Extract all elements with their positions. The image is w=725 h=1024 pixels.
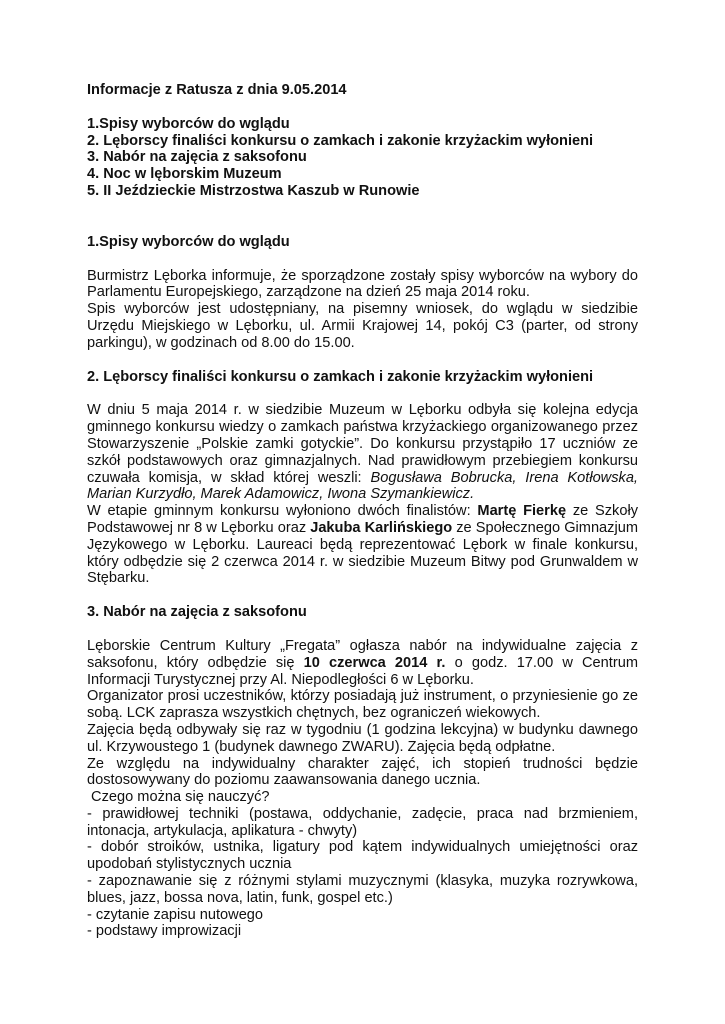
toc-item: 5. II Jeździeckie Mistrzostwa Kaszub w Runowie (87, 182, 420, 199)
section-2-text: ze Społecznego Gimnazjum Językowego w Lęborku. Laureaci będą reprezentować Lębork w finale konkursu, który odbędzie się 2 czerwca 2014 r. w siedzibie Muzeum Bitwy pod Grunwaldem w Stębarku. (87, 519, 638, 587)
toc-item: 2. Lęborscy finaliści konkursu o zamkach i zakonie krzyżackim wyłonieni (87, 132, 594, 149)
section-2-text: W dniu 5 maja 2014 r. w siedzibie Muzeum w Lęborku odbyła się kolejna edycja gminnego konkursu wiedzy o zamkach państwa krzyżackiego organizowanego przez Stowarzyszenie „Polskie zamki gotyckie”. Do konkursu przystąpiło 17 uczniów ze szkół podstawowych oraz gimnazjalnych. Nad prawidłowym przebiegiem konkursu czuwała komisja, w skład której weszli: (87, 402, 638, 486)
finalist-name: Martę Fierkę (477, 503, 567, 520)
section-2-text: W etapie gminnym konkursu wyłoniono dwóch finalistów: (87, 503, 478, 520)
section-3-paragraph: Zajęcia będą odbywały się raz w tygodniu (1 godzina lekcyjna) w budynku dawnego ul. Krzywoustego 1 (budynek dawnego ZWARU). Zajęcia będą odpłatne. (87, 721, 638, 755)
section-1-heading: 1.Spisy wyborców do wglądu (87, 233, 290, 250)
toc-item: 4. Noc w lęborskim Muzeum (87, 166, 282, 183)
section-3-paragraph: Ze względu na indywidualny charakter zajęć, ich stopień trudności będzie dostosowywany do poziomu zaawansowania danego ucznia. (87, 755, 638, 789)
table-of-contents (87, 116, 638, 200)
section-2-paragraph (87, 503, 638, 587)
list-item: - prawidłowej techniki (postawa, oddychanie, zadęcie, praca nad brzmieniem, intonacja, artykulacja, aplikatura - chwyty) (87, 805, 638, 839)
section-3-paragraph (87, 638, 638, 688)
section-1-paragraph: Spis wyborców jest udostępniany, na pisemny wniosek, do wglądu w siedzibie Urzędu Miejskiego w Lęborku, ul. Armii Krajowej 14, pokój C3 (parter, od strony parkingu), w godzinach od 8.00 do 15.00. (87, 301, 638, 351)
section-3-text: Lęborskie Centrum Kultury „Fregata” ogłasza nabór na indywidualne zajęcia z saksofonu, który odbędzie się (87, 637, 638, 671)
section-2-text: ze Szkoły Podstawowej nr 8 w Lęborku oraz (87, 503, 638, 536)
list-item: - zapoznawanie się z różnymi stylami muzycznymi (klasyka, muzyka rozrywkowa, blues, jazz, bossa nova, latin, funk, gospel etc.) (87, 873, 638, 906)
toc-item: 3. Nabór na zajęcia z saksofonu (87, 149, 307, 166)
list-item: - podstawy improwizacji (87, 923, 242, 940)
section-1-paragraph: Burmistrz Lęborka informuje, że sporządzone zostały spisy wyborców na wybory do Parlamentu Europejskiego, zarządzone na dzień 25 maja 2014 roku. (87, 267, 638, 301)
event-date: 10 czerwca 2014 r. (303, 654, 446, 671)
section-3-question: Czego można się nauczyć? (87, 789, 270, 806)
document-title: Informacje z Ratusza z dnia 9.05.2014 (87, 82, 347, 98)
section-3-heading: 3. Nabór na zajęcia z saksofonu (87, 604, 307, 621)
section-2-paragraph (87, 402, 638, 503)
finalist-name: Jakuba Karlińskiego (310, 519, 453, 536)
document-body (87, 82, 638, 940)
section-3-paragraph: Organizator prosi uczestników, którzy posiadają już instrument, o przyniesienie go ze sobą. LCK zaprasza wszystkich chętnych, bez ograniczeń wiekowych. (87, 688, 638, 722)
jury-names: Bogusława Bobrucka, Irena Kotłowska, Marian Kurzydło, Marek Adamowicz, Iwona Szymankiewicz. (87, 469, 638, 503)
list-item: - dobór stroików, ustnika, ligatury pod kątem indywidualnych umiejętności oraz upodobań stylistycznych ucznia (87, 839, 638, 873)
list-item: - czytanie zapisu nutowego (87, 906, 264, 923)
toc-item: 1.Spisy wyborców do wglądu (87, 115, 290, 132)
section-2-heading: 2. Lęborscy finaliści konkursu o zamkach i zakonie krzyżackim wyłonieni (87, 368, 594, 385)
section-3-text: o godz. 17.00 w Centrum Informacji Turystycznej przy Al. Niepodległości 6 w Lęborku. (87, 654, 638, 688)
